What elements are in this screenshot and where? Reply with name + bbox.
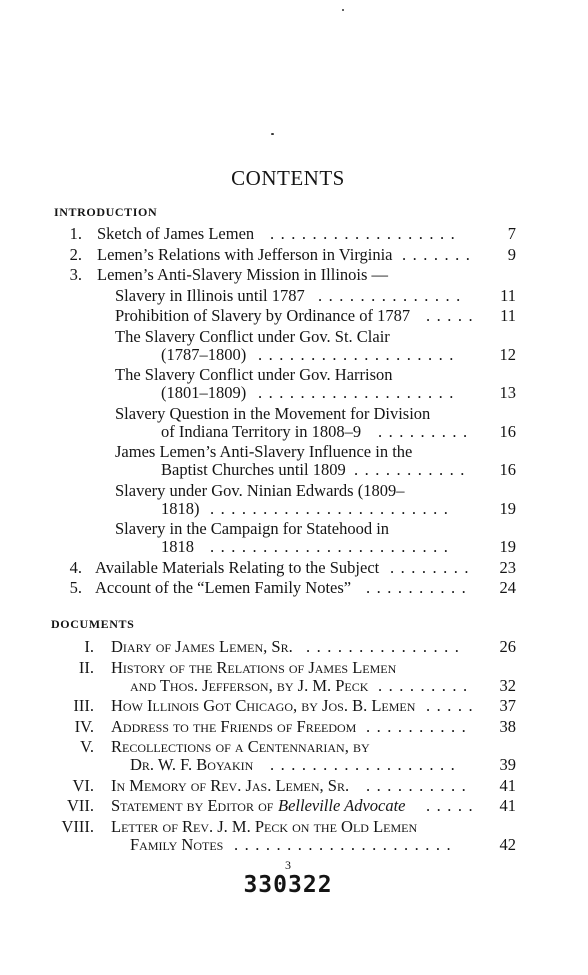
dot-leader: .....	[426, 796, 480, 815]
page-title: CONTENTS	[231, 166, 345, 190]
subentry-title-continued: (1787–1800)	[161, 344, 247, 364]
document-title: History of the Relations of James Lemen	[111, 657, 397, 677]
dot-leader: .......................	[210, 537, 455, 556]
document-entry	[0, 658, 588, 698]
document-numeral: V.	[80, 737, 94, 756]
dot-leader: .....	[426, 696, 480, 715]
document-numeral: VI.	[72, 775, 94, 795]
document-title: Diary of James Lemen, Sr.	[111, 637, 293, 656]
entry-number: 2.	[69, 244, 82, 264]
document-numeral: IV.	[74, 716, 94, 736]
entry-title: Sketch of James Lemen	[97, 224, 255, 243]
dot-leader: .......................	[210, 498, 455, 518]
dot-leader: .....	[426, 306, 480, 325]
document-title: In Memory of Rev. Jas. Lemen, Sr.	[111, 775, 350, 795]
document-page: 39	[499, 755, 516, 774]
document-entry	[0, 637, 588, 657]
entry-number: 5.	[69, 578, 82, 597]
introduction-heading: INTRODUCTION	[54, 205, 158, 219]
dot-leader: ........	[390, 557, 475, 577]
document-numeral: II.	[78, 657, 94, 677]
entry-title: Lemen’s Anti-Slavery Mission in Illinois —	[97, 265, 389, 284]
subentry-title: Slavery in Illinois until 1787	[115, 285, 305, 305]
dot-leader: .........	[378, 675, 474, 695]
subentry-page: 16	[499, 421, 516, 441]
entry-title: Available Materials Relating to the Subject	[95, 557, 380, 577]
subentry-title-continued: (1801–1809)	[161, 383, 247, 402]
subentry-title-continued: 1818)	[161, 498, 200, 518]
entry-page: 9	[507, 244, 516, 264]
document-page: 38	[499, 716, 516, 736]
document-entry	[0, 817, 588, 857]
subentry-page: 16	[499, 460, 516, 479]
entry-page: 24	[499, 578, 516, 597]
subentry-title: James Lemen’s Anti-Slavery Influence in the	[115, 442, 413, 461]
dot-leader: ...............	[306, 637, 466, 656]
subentry-title: The Slavery Conflict under Gov. St. Clair	[115, 326, 390, 346]
subentry-page: 13	[499, 383, 516, 402]
subentry-title-continued: 1818	[161, 537, 194, 556]
dot-leader: ..........	[366, 775, 473, 795]
paper-speck	[342, 9, 344, 11]
document-title-italic: Belleville Advocate	[278, 796, 406, 815]
document-numeral: VIII.	[61, 816, 94, 836]
toc-subentry	[0, 306, 588, 326]
toc-entry	[0, 245, 588, 265]
dot-leader: ..................	[270, 755, 462, 774]
document-title: Recollections of a Centennarian, by	[111, 737, 370, 756]
toc-subentry	[0, 519, 588, 559]
document-numeral: III.	[73, 696, 94, 715]
toc-subentry	[0, 404, 588, 444]
toc-subentry	[0, 327, 588, 367]
subentry-title: Slavery in the Campaign for Statehood in	[115, 519, 390, 538]
toc-entry	[0, 224, 588, 244]
subentry-title-continued: Baptist Churches until 1809	[161, 460, 346, 479]
document-title: Address to the Friends of Freedom	[111, 716, 357, 736]
document-entry	[0, 737, 588, 777]
documents-heading: DOCUMENTS	[51, 617, 135, 631]
page-number: 3	[285, 858, 291, 872]
document-page: 41	[499, 796, 516, 815]
entry-number: 1.	[69, 224, 82, 243]
document-page: 37	[499, 696, 516, 715]
entry-number: 3.	[69, 265, 82, 284]
document-entry	[0, 776, 588, 796]
dot-leader: ...................	[258, 383, 460, 402]
dot-leader: ..................	[270, 224, 462, 243]
document-entry	[0, 796, 588, 816]
document-page: 42	[499, 834, 516, 854]
toc-subentry	[0, 365, 588, 405]
toc-entry	[0, 558, 588, 578]
subentry-page: 12	[499, 344, 516, 364]
dot-leader: ..............	[318, 285, 467, 305]
subentry-title: The Slavery Conflict under Gov. Harrison	[115, 365, 393, 384]
document-entry	[0, 717, 588, 737]
subentry-title: Slavery Question in the Movement for Division	[115, 403, 431, 423]
document-page: 41	[499, 775, 516, 795]
toc-entry	[0, 265, 588, 285]
document-title: Letter of Rev. J. M. Peck on the Old Lemen	[111, 816, 418, 836]
document-title: How Illinois Got Chicago, by Jos. B. Lemen	[111, 696, 416, 715]
subentry-page: 19	[499, 537, 516, 556]
document-page: 32	[499, 675, 516, 695]
toc-subentry	[0, 442, 588, 482]
document-title-continued: Family Notes	[130, 834, 224, 854]
document-page: 26	[499, 637, 516, 656]
toc-subentry	[0, 481, 588, 521]
subentry-title-continued: of Indiana Territory in 1808–9	[161, 421, 362, 441]
subentry-title: Slavery under Gov. Ninian Edwards (1809–	[115, 480, 405, 500]
dot-leader: .......	[402, 244, 477, 264]
dot-leader: .........	[378, 421, 474, 441]
toc-subentry	[0, 286, 588, 306]
subentry-page: 11	[500, 306, 516, 325]
document-title-continued: Dr. W. F. Boyakin	[130, 755, 254, 774]
entry-number: 4.	[69, 557, 82, 577]
subentry-page: 19	[499, 498, 516, 518]
document-numeral: VII.	[66, 796, 94, 815]
document-title: Statement by Editor of	[111, 796, 274, 815]
dot-leader: ...........	[354, 460, 471, 479]
dot-leader: ..........	[366, 578, 473, 597]
document-title-continued: and Thos. Jefferson, by J. M. Peck	[130, 675, 369, 695]
toc-entry	[0, 578, 588, 598]
subentry-title: Prohibition of Slavery by Ordinance of 1787	[115, 306, 411, 325]
paper-speck	[271, 133, 274, 135]
dot-leader: ...................	[258, 344, 460, 364]
entry-page: 23	[499, 557, 516, 577]
subentry-page: 11	[500, 285, 516, 305]
entry-page: 7	[507, 224, 516, 243]
accession-stamp: 330322	[243, 872, 333, 898]
entry-title: Lemen’s Relations with Jefferson in Virginia	[97, 244, 393, 264]
entry-title: Account of the “Lemen Family Notes”	[95, 578, 352, 597]
dot-leader: ..........	[366, 716, 473, 736]
dot-leader: .....................	[234, 834, 458, 854]
document-entry	[0, 696, 588, 716]
document-numeral: I.	[84, 637, 94, 656]
